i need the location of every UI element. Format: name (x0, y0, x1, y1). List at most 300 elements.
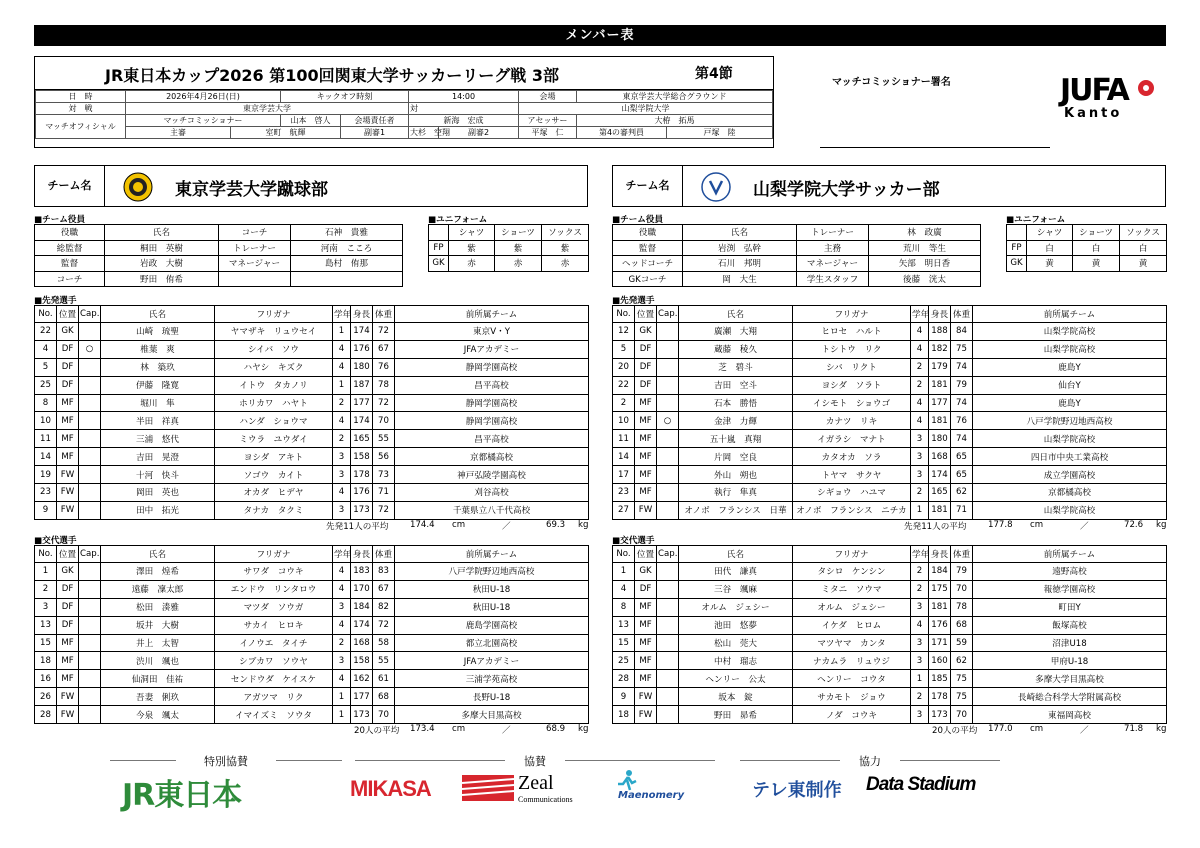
ar1-value: 大杉 空翔 (410, 128, 451, 137)
player-height: 158 (351, 448, 373, 466)
staff-name: 石神 貴雅 (291, 225, 403, 241)
maenomery-runner-icon (615, 768, 639, 792)
player-number: 10 (613, 412, 635, 430)
captain-mark (79, 652, 101, 670)
zeal-mark-icon (462, 775, 514, 801)
player-row (35, 616, 589, 634)
player-name: 坂本 錠 (679, 688, 793, 706)
player-number: 8 (613, 598, 635, 616)
player-prev-team: 静岡学園高校 (395, 358, 589, 376)
signature-line (820, 147, 1050, 148)
slash: ／ (502, 726, 511, 737)
player-height: 168 (351, 634, 373, 652)
staff-row (35, 256, 403, 272)
player-grade: 3 (333, 466, 351, 484)
uniform-table (1006, 224, 1167, 272)
document-title-bar (34, 25, 1166, 46)
player-prev-team: 京都橘高校 (395, 448, 589, 466)
home-team-name: 東京学芸大学蹴球部 (175, 180, 328, 200)
staff-role: GKコーチ (613, 271, 683, 287)
player-prev-team: 鹿島Y (973, 394, 1167, 412)
document-title: メンバー表 (565, 28, 635, 43)
player-number: 22 (613, 376, 635, 394)
venue-mgr-value: 新海 宏成 (409, 115, 519, 127)
player-name: 仙洞田 佳祐 (101, 670, 215, 688)
player-number: 9 (35, 501, 57, 519)
player-height: 175 (929, 580, 951, 598)
player-row (35, 466, 589, 484)
referee-label: 主審 (126, 127, 231, 139)
player-row (613, 670, 1167, 688)
player-weight: 79 (951, 376, 973, 394)
weight-header: 体重 (951, 546, 973, 563)
player-height: 173 (351, 706, 373, 724)
player-height: 177 (929, 394, 951, 412)
match-info-table (35, 90, 773, 139)
player-prev-team: 報徳学園高校 (973, 580, 1167, 598)
player-row (35, 358, 589, 376)
player-kana: エンドウ リンタロウ (215, 580, 333, 598)
cap-header: Cap. (657, 306, 679, 323)
player-name: 田代 謙真 (679, 563, 793, 581)
player-number: 22 (35, 323, 57, 341)
player-prev-team: 山梨学院高校 (973, 340, 1167, 358)
staff-role: マネージャー (219, 256, 291, 272)
player-kana: オカダ ヒデヤ (215, 484, 333, 502)
uniform-color: 白 (1120, 240, 1167, 256)
venue-mgr-label: 会場責任者 (341, 115, 409, 127)
player-prev-team: JFAアカデミー (395, 652, 589, 670)
player-row (613, 323, 1167, 341)
player-grade: 4 (911, 412, 929, 430)
player-prev-team: 秋田U-18 (395, 580, 589, 598)
player-number: 14 (35, 448, 57, 466)
maenomery-logo: Maenomery (618, 790, 685, 801)
average-weight: 71.8 (1124, 724, 1144, 735)
captain-mark (79, 634, 101, 652)
player-name: 山崎 琉聖 (101, 323, 215, 341)
player-row (613, 376, 1167, 394)
uniform-color: 赤 (495, 256, 542, 272)
staff-section-label: ■チーム役員 (612, 215, 664, 225)
prev-header: 前所属チーム (973, 306, 1167, 323)
player-height: 177 (351, 394, 373, 412)
player-row (35, 501, 589, 519)
captain-mark (657, 598, 679, 616)
player-height: 178 (929, 688, 951, 706)
player-weight: 58 (373, 634, 395, 652)
player-row (35, 688, 589, 706)
player-weight: 84 (951, 323, 973, 341)
captain-mark (79, 466, 101, 484)
player-height: 184 (929, 563, 951, 581)
staff-name: 荒川 等生 (869, 240, 981, 256)
uniform-color: 赤 (542, 256, 589, 272)
match-header (34, 56, 774, 148)
player-height: 183 (351, 563, 373, 581)
staff-name: 岩渕 弘幹 (683, 240, 797, 256)
player-weight: 75 (951, 670, 973, 688)
player-weight: 72 (373, 501, 395, 519)
player-position: MF (635, 616, 657, 634)
round-label: 第4節 (695, 66, 733, 82)
uniform-color: 黄 (1027, 256, 1073, 272)
player-weight: 74 (951, 430, 973, 448)
kg-unit: kg (578, 519, 589, 530)
no-header: No. (35, 546, 57, 563)
player-kana: ヘンリー コウタ (793, 670, 911, 688)
player-prev-team: 神戸弘陵学園高校 (395, 466, 589, 484)
player-row (35, 484, 589, 502)
player-name: 林 築玖 (101, 358, 215, 376)
kana-header: フリガナ (793, 306, 911, 323)
player-position: MF (635, 430, 657, 448)
staff-name: 桐田 英樹 (105, 240, 219, 256)
player-kana: シギョウ ハユマ (793, 484, 911, 502)
staff-name-header: 氏名 (683, 225, 797, 241)
player-grade: 2 (333, 634, 351, 652)
shirt-header: シャツ (449, 225, 495, 241)
player-weight: 76 (373, 358, 395, 376)
captain-mark (657, 670, 679, 688)
fourth-official-value: 戸塚 陸 (667, 127, 773, 139)
player-height: 181 (929, 412, 951, 430)
player-height: 180 (351, 358, 373, 376)
player-grade: 2 (911, 376, 929, 394)
grade-header: 学年 (333, 306, 351, 323)
vs-label: 対 (409, 103, 519, 115)
player-kana: サカイ ヒロキ (215, 616, 333, 634)
player-height: 162 (351, 670, 373, 688)
player-position: MF (635, 652, 657, 670)
starters-section-label: ■先発選手 (34, 296, 77, 306)
player-number: 18 (35, 652, 57, 670)
player-position: DF (635, 358, 657, 376)
player-prev-team: 静岡学園高校 (395, 412, 589, 430)
player-weight: 55 (373, 652, 395, 670)
player-kana: ヒロセ ハルト (793, 323, 911, 341)
player-number: 4 (613, 580, 635, 598)
captain-mark (657, 376, 679, 394)
player-name: 中村 瑠志 (679, 652, 793, 670)
player-kana: マツヤマ カンタ (793, 634, 911, 652)
player-grade: 4 (333, 670, 351, 688)
player-weight: 79 (951, 563, 973, 581)
tele-toseisaku-logo: テレ東制作 (752, 780, 842, 801)
uniform-color: 紫 (449, 240, 495, 256)
player-height: 174 (351, 323, 373, 341)
kg-unit: kg (1156, 724, 1167, 735)
pos-header: 位置 (635, 546, 657, 563)
match-title-row (35, 57, 773, 90)
player-kana: ハンダ ショウマ (215, 412, 333, 430)
uniform-type: GK (1007, 256, 1027, 272)
player-height: 176 (351, 484, 373, 502)
staff-name-header: 氏名 (105, 225, 219, 241)
captain-mark (79, 430, 101, 448)
cap-header: Cap. (79, 546, 101, 563)
player-name: 岡田 英也 (101, 484, 215, 502)
player-prev-team: 成立学園高校 (973, 466, 1167, 484)
player-weight: 74 (951, 394, 973, 412)
player-row (613, 358, 1167, 376)
captain-mark (79, 670, 101, 688)
player-number: 27 (613, 501, 635, 519)
player-weight: 62 (951, 652, 973, 670)
player-row (613, 340, 1167, 358)
staff-name: 野田 侑希 (105, 271, 219, 287)
player-grade: 4 (911, 394, 929, 412)
player-kana: サカモト ジョウ (793, 688, 911, 706)
player-prev-team: 昌平高校 (395, 376, 589, 394)
team-name-label: チーム名 (613, 166, 683, 206)
player-weight: 67 (373, 340, 395, 358)
player-kana: マツダ ソウガ (215, 598, 333, 616)
name-header: 氏名 (679, 306, 793, 323)
kg-unit: kg (578, 724, 589, 735)
player-weight: 55 (373, 430, 395, 448)
player-position: FW (57, 466, 79, 484)
player-prev-team: 町田Y (973, 598, 1167, 616)
player-name: 芝 碧斗 (679, 358, 793, 376)
uniform-row (1007, 240, 1167, 256)
player-row (613, 484, 1167, 502)
uniform-color: 紫 (495, 240, 542, 256)
player-kana: オノボ フランシス ニチカ (793, 501, 911, 519)
away-team-name: 山梨学院大学サッカー部 (753, 180, 940, 200)
player-prev-team: 東福岡高校 (973, 706, 1167, 724)
captain-mark (79, 616, 101, 634)
player-position: MF (57, 448, 79, 466)
player-name: 執行 隼真 (679, 484, 793, 502)
jr-east-logo: JR東日本 (122, 778, 242, 813)
average-label: 先発11人の平均 (904, 521, 967, 532)
player-grade: 3 (333, 448, 351, 466)
player-height: 176 (929, 616, 951, 634)
staff-role: 主務 (797, 240, 869, 256)
player-grade: 3 (333, 598, 351, 616)
player-row (613, 501, 1167, 519)
player-position: DF (57, 376, 79, 394)
player-row (35, 448, 589, 466)
average-height: 177.8 (988, 519, 1013, 530)
player-row (613, 580, 1167, 598)
player-position: FW (635, 501, 657, 519)
captain-mark (657, 430, 679, 448)
player-name: 坂井 大樹 (101, 616, 215, 634)
staff-row (613, 240, 981, 256)
player-grade: 2 (911, 580, 929, 598)
kanto-logo-text: Kanto (1064, 106, 1123, 121)
player-number: 23 (35, 484, 57, 502)
starters-table (34, 305, 589, 520)
slash: ／ (1080, 521, 1089, 532)
uniform-color: 黄 (1120, 256, 1167, 272)
player-kana: カナツ リキ (793, 412, 911, 430)
staff-role: トレーナー (797, 225, 869, 241)
assessor-value: 大栫 拓馬 (577, 115, 773, 127)
player-number: 25 (613, 652, 635, 670)
player-grade: 2 (911, 688, 929, 706)
uniform-color: 赤 (449, 256, 495, 272)
captain-mark (79, 580, 101, 598)
staff-role: マネージャー (797, 256, 869, 272)
player-row (35, 598, 589, 616)
prev-header: 前所属チーム (973, 546, 1167, 563)
player-grade: 4 (911, 340, 929, 358)
socks-header: ソックス (542, 225, 589, 241)
player-prev-team: 多摩大目黒高校 (395, 706, 589, 724)
average-height: 174.4 (410, 519, 435, 530)
staff-role-header: 役職 (613, 225, 683, 241)
zeal-sub-logo: Communications (518, 795, 573, 804)
player-name: 松田 湊雅 (101, 598, 215, 616)
player-row (613, 412, 1167, 430)
uniform-color: 白 (1073, 240, 1120, 256)
height-header: 身長 (351, 306, 373, 323)
pos-header: 位置 (57, 306, 79, 323)
player-position: DF (635, 376, 657, 394)
player-name: 半田 祥真 (101, 412, 215, 430)
captain-mark (79, 376, 101, 394)
staff-role: コーチ (219, 225, 291, 241)
pos-header: 位置 (57, 546, 79, 563)
player-name: 渋川 颯也 (101, 652, 215, 670)
captain-mark: ○ (657, 412, 679, 430)
captain-mark (657, 394, 679, 412)
player-number: 13 (35, 616, 57, 634)
player-kana: タシロ ケンシン (793, 563, 911, 581)
player-grade: 4 (333, 358, 351, 376)
shorts-header: ショーツ (495, 225, 542, 241)
player-row (35, 430, 589, 448)
player-position: MF (635, 484, 657, 502)
ar2-value: 平塚 仁 (519, 127, 577, 139)
captain-mark (657, 563, 679, 581)
average-label: 20人の平均 (932, 726, 978, 737)
player-number: 17 (613, 466, 635, 484)
kg-unit: kg (1156, 519, 1167, 530)
player-name: 石本 勝悟 (679, 394, 793, 412)
player-row (35, 563, 589, 581)
pos-header: 位置 (635, 306, 657, 323)
captain-mark (657, 580, 679, 598)
player-position: MF (57, 412, 79, 430)
player-weight: 70 (373, 412, 395, 430)
match-label: 対 戦 (36, 103, 126, 115)
player-weight: 75 (951, 340, 973, 358)
grade-header: 学年 (911, 306, 929, 323)
staff-role: 学生スタッフ (797, 271, 869, 287)
player-number: 8 (35, 394, 57, 412)
captain-mark (79, 394, 101, 412)
player-name: 澤田 煌希 (101, 563, 215, 581)
player-grade: 4 (333, 340, 351, 358)
player-number: 12 (613, 323, 635, 341)
player-number: 15 (613, 634, 635, 652)
staff-role-header: 役職 (35, 225, 105, 241)
player-name: 三浦 悠代 (101, 430, 215, 448)
captain-mark (657, 501, 679, 519)
staff-role: 監督 (613, 240, 683, 256)
player-weight: 70 (951, 580, 973, 598)
player-row (613, 688, 1167, 706)
player-name: 十河 快斗 (101, 466, 215, 484)
player-grade: 1 (333, 323, 351, 341)
uniform-color: 黄 (1073, 256, 1120, 272)
player-number: 1 (613, 563, 635, 581)
grade-header: 学年 (911, 546, 929, 563)
away-team: 山梨学院大学 (519, 103, 773, 115)
uniform-row (429, 240, 589, 256)
cm-unit: cm (452, 519, 466, 530)
player-name: 吉田 晃澄 (101, 448, 215, 466)
commissioner-sign-label: マッチコミッショナー署名 (832, 77, 951, 88)
player-weight: 72 (373, 616, 395, 634)
player-number: 5 (613, 340, 635, 358)
player-name: 野田 昴希 (679, 706, 793, 724)
player-prev-team: 三浦学苑高校 (395, 670, 589, 688)
player-name: 伊藤 隆寛 (101, 376, 215, 394)
player-grade: 3 (911, 634, 929, 652)
player-kana: ミタニ ソウマ (793, 580, 911, 598)
player-prev-team: 長崎総合科学大学附属高校 (973, 688, 1167, 706)
home-crest-icon (123, 172, 153, 202)
staff-name: 岩政 大樹 (105, 256, 219, 272)
player-grade: 4 (911, 323, 929, 341)
player-position: DF (635, 580, 657, 598)
captain-mark (79, 706, 101, 724)
player-kana: センドウダ ケイスケ (215, 670, 333, 688)
player-number: 20 (613, 358, 635, 376)
shirt-header: シャツ (1027, 225, 1073, 241)
staff-name: 矢部 明日香 (869, 256, 981, 272)
player-prev-team: 千葉県立八千代高校 (395, 501, 589, 519)
assessor-label: アセッサー (519, 115, 577, 127)
uniform-table (428, 224, 589, 272)
player-prev-team: 山梨学院高校 (973, 430, 1167, 448)
player-number: 13 (613, 616, 635, 634)
player-weight: 70 (951, 706, 973, 724)
player-number: 28 (35, 706, 57, 724)
uniform-section-label: ■ユニフォーム (1006, 215, 1066, 225)
player-weight: 70 (373, 706, 395, 724)
player-position: GK (57, 323, 79, 341)
player-grade: 3 (333, 652, 351, 670)
player-position: MF (635, 598, 657, 616)
player-prev-team: 秋田U-18 (395, 598, 589, 616)
player-grade: 1 (911, 670, 929, 688)
weight-header: 体重 (373, 546, 395, 563)
ar1-label: 副審1 (341, 127, 409, 139)
player-height: 174 (929, 466, 951, 484)
player-number: 4 (35, 340, 57, 358)
captain-mark (657, 634, 679, 652)
player-name: 松山 莞大 (679, 634, 793, 652)
name-header: 氏名 (101, 546, 215, 563)
cm-unit: cm (1030, 519, 1044, 530)
player-row (35, 652, 589, 670)
player-weight: 78 (373, 376, 395, 394)
no-header: No. (35, 306, 57, 323)
player-kana: イケダ ヒロム (793, 616, 911, 634)
player-weight: 68 (951, 616, 973, 634)
player-grade: 4 (911, 616, 929, 634)
cooperation-label: 協力 (840, 753, 900, 769)
captain-mark (657, 688, 679, 706)
kana-header: フリガナ (215, 306, 333, 323)
referee-value: 室町 航輝 (231, 127, 341, 139)
